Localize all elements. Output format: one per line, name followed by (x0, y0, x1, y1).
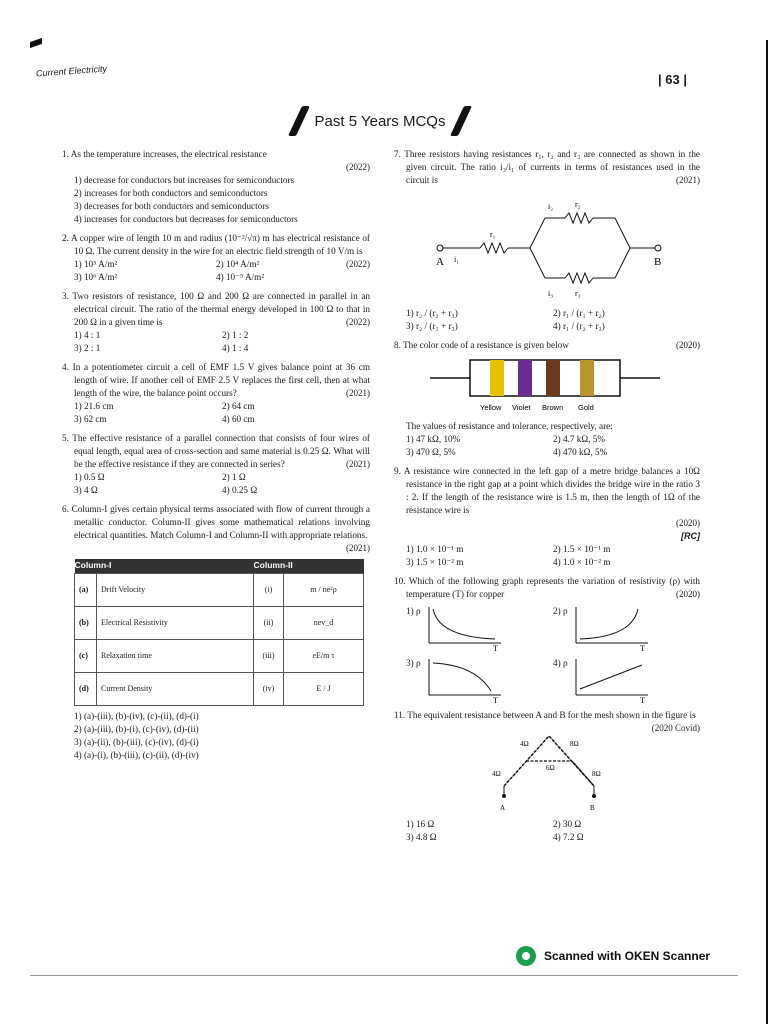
question-year: (2022) (346, 162, 370, 172)
svg-text:B: B (590, 804, 595, 812)
option[interactable]: 3) r₂ / (r₁ + r₃) (406, 321, 458, 331)
question-year: (2022) (346, 259, 370, 269)
corner-mark (30, 38, 42, 48)
option[interactable]: 3) 1.5 × 10⁻² m (406, 557, 464, 567)
option[interactable]: 1) r₂ / (r₂ + r₃) (406, 308, 458, 318)
option[interactable]: 1) 16 Ω (406, 819, 435, 829)
option[interactable]: 3) 4.8 Ω (406, 832, 437, 842)
option[interactable]: 3) 62 cm (74, 414, 107, 424)
graph-decreasing-concave (425, 657, 505, 703)
question-year: (2020) (676, 518, 700, 528)
option[interactable]: 1) 0.5 Ω (74, 472, 105, 482)
circuit-diagram (430, 193, 670, 303)
option[interactable]: 3) 10⁶ A/m² (74, 272, 118, 282)
option[interactable]: 2) 1 : 2 (222, 330, 249, 340)
graph-linear-increasing (572, 657, 652, 703)
svg-text:4Ω: 4Ω (492, 770, 501, 778)
chapter-name: Current Electricity (35, 63, 108, 79)
question-3: 3. Two resistors of resistance, 100 Ω and 200 Ω are connected in parallel in an electrical circuit. The ratio of the thermal energy developed in 100 Ω to that in 200 Ω in a given time is (2022) 1) 4 : 1 2) 1 : 2 3) 2 : 1 4) 1 : 4 (62, 291, 370, 353)
page-title: Past 5 Years MCQs (314, 112, 446, 130)
option[interactable]: 1) 4 : 1 (74, 330, 101, 340)
question-year: (2022) (346, 317, 370, 327)
question-year: (2021) (346, 388, 370, 398)
option[interactable]: 2) 1 Ω (222, 472, 246, 482)
band-brown (546, 360, 560, 396)
node-b-label: B (654, 256, 662, 268)
title-slash-icon (288, 106, 310, 136)
question-subtext: The values of resistance and tolerance, respectively, are: (406, 421, 613, 431)
table-header-col1: Column-I (75, 559, 254, 573)
svg-text:6Ω: 6Ω (546, 764, 555, 772)
graph-option-3[interactable]: 3) ρ T (406, 657, 553, 703)
option[interactable]: 2) 4.7 kΩ, 5% (553, 434, 605, 444)
table-row: (a) Drift Velocity (i) m / ne²ρ (75, 573, 364, 606)
scanner-watermark (516, 946, 710, 966)
svg-text:A: A (500, 804, 506, 812)
current-i2-label: i₂ (548, 202, 554, 211)
option[interactable]: 2) 30 Ω (553, 819, 582, 829)
option[interactable]: 3) decreases for both conductors and semiconductors (74, 201, 269, 211)
question-6: 6. Column-I gives certain physical terms associated with flow of current through a metallic conductor. Column-II gives some mathematical relations involving electrical quantities. Match Column-I and Column-II with appropriate relations. (2021) Column-I Column-II (a) Drift Velocity (i) m / ne²ρ (b) Electrical Resistivity (ii) nev_d (c) Relaxation time (iii) eE/m τ (d) Current Density (iv) E / J 1) (a)-(iii), (b)-(iv), (c)-(ii), (d)-(i) 2) (a)-(iii), (b)-(i), (c)-(iv), (d)-(ii) 3) (a)-(ii), (b)-(iii), (c)-(iv), (d)-(i) 4) (a)-(i), (b)-(iii), (c)-(ii), (d)-(iv) (62, 504, 371, 760)
svg-text:T: T (492, 644, 498, 651)
scanner-text: Scanned with OKEN Scanner (544, 949, 711, 963)
option[interactable]: 2) r₁ / (r₁ + r₂) (553, 308, 605, 318)
left-column (62, 148, 370, 768)
band-label: Violet (512, 403, 531, 412)
graph-option-4[interactable]: 4) ρ T (553, 657, 700, 703)
question-10: 10. Which of the following graph represents the variation of resistivity (ρ) with temperature (T) for copper (2020) 1) ρ T 2) ρ T 3) ρ T 4) ρ T (394, 576, 700, 703)
option[interactable]: 4) 0.25 Ω (222, 485, 258, 495)
option[interactable]: 1) 47 kΩ, 10% (406, 434, 461, 444)
option[interactable]: 3) 2 : 1 (74, 343, 101, 353)
band-gold (580, 360, 594, 396)
option[interactable]: 1) 10⁵ A/m² (74, 259, 118, 269)
question-year: (2021) (346, 543, 370, 553)
resistor-r2-label: r₂ (575, 200, 581, 209)
graph-option-2[interactable]: 2) ρ T (553, 605, 700, 651)
option[interactable]: 4) r₁ / (r₂ + r₃) (553, 321, 605, 331)
question-2: 2. A copper wire of length 10 m and radius (10⁻²/√π) m has electrical resistance of 10 Ω. The current density in the wire for an electric field strength of 10 V/m is (2022) 1) 10⁵ A/m² 2) 10⁴ A/m² 3) 10⁶ A/m² 4) 10⁻⁵ A/m² (62, 233, 370, 282)
right-column (394, 148, 700, 850)
option[interactable]: 2) 64 cm (222, 401, 255, 411)
node-a-label: A (436, 256, 444, 268)
page-edge-bottom (30, 975, 738, 976)
svg-text:T: T (639, 644, 645, 651)
table-row: (c) Relaxation time (iii) eE/m τ (75, 639, 364, 672)
band-label: Yellow (480, 403, 502, 412)
title-block (250, 104, 510, 138)
resistor-mesh (474, 726, 624, 816)
option[interactable]: 1) decrease for conductors but increases for semiconductors (74, 175, 295, 185)
option[interactable]: 3) (a)-(ii), (b)-(iii), (c)-(iv), (d)-(i) (74, 736, 199, 747)
table-header-col2: Column-II (254, 559, 364, 573)
question-7: 7. Three resistors having resistances r₁, r₂ and r₃ are connected as shown in the given circuit. The ratio i₃/i₁ of currents in terms of resistances used in the circuit is (2021) A B i₁ r₁ i₂ r₂ i₃ r₃ 1) r₂ / (r₂ + r₃) 2) r₁ / (r₁ + r₂) 3) r₂ / (r₁ + r₃) 4) r₁ / (r₂ + r₃) (394, 149, 700, 331)
option[interactable]: 4) 1 : 4 (222, 343, 249, 353)
question-year: (2021) (346, 459, 370, 469)
current-i3-label: i₃ (548, 289, 554, 298)
resistor-color-code (430, 356, 660, 418)
graph-increasing-convex (572, 605, 652, 651)
svg-text:T: T (492, 696, 498, 703)
svg-text:4Ω: 4Ω (520, 740, 529, 748)
option[interactable]: 2) (a)-(iii), (b)-(i), (c)-(iv), (d)-(ii) (74, 723, 199, 734)
resistor-r3-label: r₃ (575, 289, 581, 298)
option[interactable]: 4) 1.0 × 10⁻² m (553, 557, 611, 567)
option[interactable]: 4) 7.2 Ω (553, 832, 584, 842)
scanner-logo-icon (516, 946, 536, 966)
title-slash-icon (450, 106, 472, 136)
page-number: | 63 | (658, 72, 687, 87)
graph-option-1[interactable]: 1) ρ T (406, 605, 553, 651)
option[interactable]: 1) 1.0 × 10⁻¹ m (406, 544, 464, 554)
option[interactable]: 4) 10⁻⁵ A/m² (216, 272, 265, 282)
option[interactable]: 4) increases for conductors but decreases for semiconductors (74, 214, 298, 224)
option[interactable]: 4) 470 kΩ, 5% (553, 447, 608, 457)
svg-text:8Ω: 8Ω (592, 770, 601, 778)
svg-text:T: T (639, 696, 645, 703)
option[interactable]: 4) (a)-(i), (b)-(iii), (c)-(ii), (d)-(iv) (74, 749, 199, 760)
option[interactable]: 2) increases for both conductors and semiconductors (74, 188, 268, 198)
question-11: 11. The equivalent resistance between A and B for the mesh shown in the figure is (2020 Covid) 4Ω 8Ω 4Ω 6Ω 8Ω A B 1) 16 Ω 2) 30 Ω 3) 4.8 Ω 4) 7.2 Ω (394, 710, 700, 842)
question-year: (2020) (676, 589, 700, 599)
option[interactable]: 1) 21.6 cm (74, 401, 114, 411)
question-year: (2021) (676, 175, 700, 185)
band-label: Gold (578, 403, 594, 412)
option[interactable]: 3) 470 Ω, 5% (406, 447, 456, 457)
graph-decreasing-convex (425, 605, 505, 651)
option[interactable]: 1) (a)-(iii), (b)-(iv), (c)-(ii), (d)-(i) (74, 710, 199, 721)
table-row: (d) Current Density (iv) E / J (75, 672, 364, 705)
question-9: 9. A resistance wire connected in the left gap of a metre bridge balances a 10Ω resistance in the right gap at a point which divides the bridge wire in the ratio 3 : 2. If the length of the resistance wire is 1.5 m, then the length of 1Ω of the resistance wire is (2020) [RC] 1) 1.0 × 10⁻¹ m 2) 1.5 × 10⁻¹ m 3) 1.5 × 10⁻² m 4) 1.0 × 10⁻² m (394, 466, 700, 567)
option[interactable]: 3) 4 Ω (74, 485, 98, 495)
resistor-r1-label: r₁ (490, 230, 496, 239)
question-8: 8. The color code of a resistance is given below (2020) Yellow Violet Brown Gold The values of resistance and tolerance, respectively, are: 1) 47 kΩ, 10% 2) 4.7 kΩ, 5% 3) 470 Ω, 5% 4) 470 kΩ, 5% (394, 340, 700, 457)
table-row: (b) Electrical Resistivity (ii) nev_d (75, 606, 364, 639)
match-table (74, 559, 364, 706)
svg-text:8Ω: 8Ω (570, 740, 579, 748)
option[interactable]: 4) 60 cm (222, 414, 255, 424)
band-label: Brown (542, 403, 564, 412)
question-year: (2020) (676, 340, 700, 350)
option[interactable]: 2) 1.5 × 10⁻¹ m (553, 544, 611, 554)
band-violet (518, 360, 532, 396)
option[interactable]: 2) 10⁴ A/m² (216, 259, 260, 269)
current-i1-label: i₁ (454, 255, 460, 264)
band-yellow (490, 360, 504, 396)
question-5: 5. The effective resistance of a parallel connection that consists of four wires of equal length, equal area of cross-section and same material is 0.25 Ω. What will be the effective resistance if they are connected in series? (2021) 1) 0.5 Ω 2) 1 Ω 3) 4 Ω 4) 0.25 Ω (62, 433, 370, 495)
question-4: 4. In a potentiometer circuit a cell of EMF 1.5 V gives balance point at 36 cm length of wire. If another cell of EMF 2.5 V replaces the first cell, then at what length of the wire, the balance point occurs? (2021) 1) 21.6 cm 2) 64 cm 3) 62 cm 4) 60 cm (62, 362, 371, 424)
question-1: 1. As the temperature increases, the electrical resistance (2022) 1) decrease for conductors but increases for semiconductors 2) increases for both conductors and semiconductors 3) decreases for both conductors and semiconductors 4) increases for conductors but decreases for semiconductors (62, 149, 370, 224)
question-year: (2020 Covid) (651, 723, 700, 733)
rc-tag: [RC] (681, 531, 700, 541)
